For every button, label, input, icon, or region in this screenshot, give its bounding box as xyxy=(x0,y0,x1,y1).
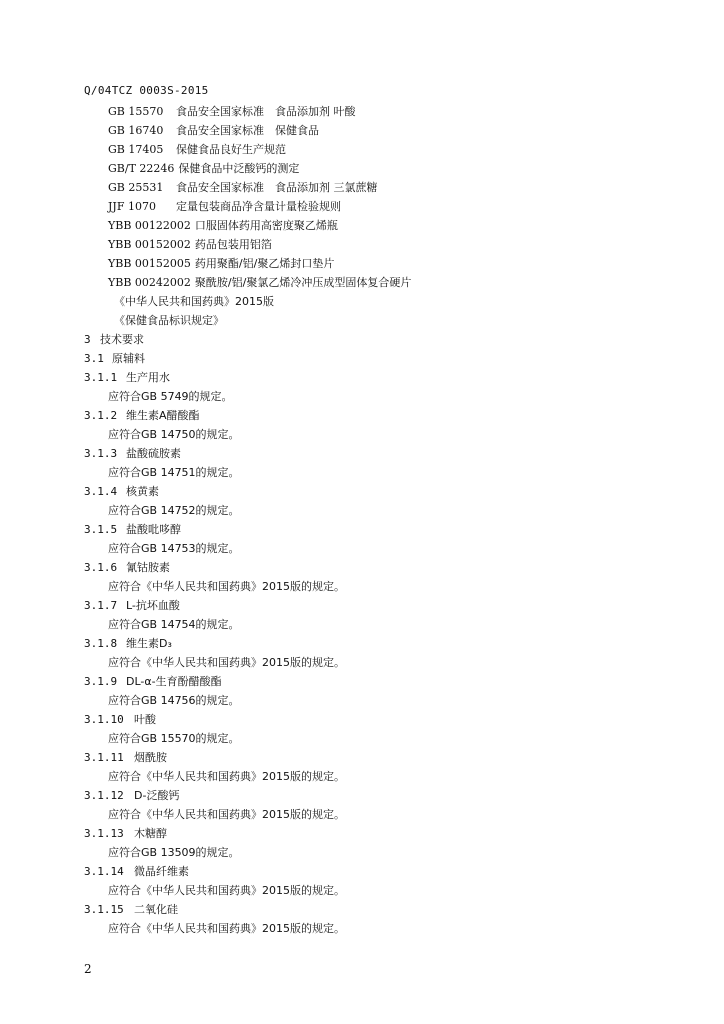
item-heading xyxy=(84,482,644,501)
item-heading xyxy=(84,672,644,691)
normative-references-list xyxy=(108,102,648,330)
section-title: 技术要求 xyxy=(100,333,144,346)
item-title: 叶酸 xyxy=(134,713,156,726)
reference-title: 保健食品中泛酸钙的测定 xyxy=(178,162,300,175)
reference-code: JJF 1070 xyxy=(108,200,156,213)
reference-code: YBB 00152005 xyxy=(108,257,191,270)
reference-item xyxy=(108,311,648,330)
item-title: 烟酰胺 xyxy=(134,751,167,764)
reference-title: 口服固体药用高密度聚乙烯瓶 xyxy=(194,219,338,232)
item-requirement: 应符合GB 14750的规定。 xyxy=(108,428,240,441)
item-title: D-泛酸钙 xyxy=(134,789,180,802)
item-heading xyxy=(84,406,644,425)
reference-item xyxy=(108,102,648,121)
item-requirement: 应符合《中华人民共和国药典》2015版的规定。 xyxy=(108,884,345,897)
item-requirement: 应符合《中华人民共和国药典》2015版的规定。 xyxy=(108,580,345,593)
item-heading xyxy=(84,520,644,539)
item-title: 盐酸硫胺素 xyxy=(126,447,181,460)
item-requirement: 应符合GB 14756的规定。 xyxy=(108,694,240,707)
item-number: 3.1.7 xyxy=(84,599,118,612)
item-requirement: 应符合《中华人民共和国药典》2015版的规定。 xyxy=(108,656,345,669)
reference-item xyxy=(108,197,648,216)
section-heading xyxy=(84,330,644,349)
reference-code: YBB 00152002 xyxy=(108,238,191,251)
item-number: 3.1.6 xyxy=(84,561,118,574)
item-number: 3.1.14 xyxy=(84,865,124,878)
reference-title: 定量包装商品净含量计量检验规则 xyxy=(176,200,341,213)
item-requirement: 应符合GB 14751的规定。 xyxy=(108,466,240,479)
reference-item xyxy=(108,254,648,273)
reference-code: GB/T 22246 xyxy=(108,162,175,175)
reference-item xyxy=(108,140,648,159)
item-title: DL-α-生育酚醋酸酯 xyxy=(126,675,222,688)
reference-item xyxy=(108,273,648,292)
item-title: 维生素D₃ xyxy=(126,637,172,650)
item-title: 木糖醇 xyxy=(134,827,167,840)
reference-item xyxy=(108,178,648,197)
item-title: 二氧化硅 xyxy=(134,903,178,916)
item-heading xyxy=(84,444,644,463)
item-heading xyxy=(84,900,644,919)
item-number: 3.1.3 xyxy=(84,447,118,460)
item-number: 3.1.15 xyxy=(84,903,124,916)
reference-code: YBB 00122002 xyxy=(108,219,191,232)
section-title: 原辅料 xyxy=(112,352,145,365)
item-title: 生产用水 xyxy=(126,371,170,384)
item-number: 3.1.11 xyxy=(84,751,124,764)
reference-title: 药品包装用铝箔 xyxy=(194,238,272,251)
item-title: 盐酸吡哆醇 xyxy=(126,523,181,536)
subsection-heading xyxy=(84,349,644,368)
item-title: L-抗坏血酸 xyxy=(126,599,180,612)
item-requirement: 应符合《中华人民共和国药典》2015版的规定。 xyxy=(108,808,345,821)
item-number: 3.1.5 xyxy=(84,523,118,536)
reference-code: GB 15570 xyxy=(108,105,164,118)
reference-item xyxy=(108,216,648,235)
item-heading xyxy=(84,710,644,729)
item-heading xyxy=(84,558,644,577)
item-title: 维生素A醋酸酯 xyxy=(126,409,200,422)
reference-code: GB 17405 xyxy=(108,143,164,156)
item-number: 3.1.4 xyxy=(84,485,118,498)
item-heading xyxy=(84,596,644,615)
item-number: 3.1.1 xyxy=(84,371,118,384)
item-title: 微晶纤维素 xyxy=(134,865,189,878)
reference-title: 《保健食品标识规定》 xyxy=(114,314,224,327)
item-requirement: 应符合GB 14753的规定。 xyxy=(108,542,240,555)
reference-code: YBB 00242002 xyxy=(108,276,191,289)
page-number: 2 xyxy=(84,962,92,976)
item-number: 3.1.10 xyxy=(84,713,124,726)
reference-title: 食品安全国家标准 食品添加剂 三氯蔗糖 xyxy=(176,181,378,194)
reference-title: 《中华人民共和国药典》2015版 xyxy=(114,295,274,308)
technical-requirements xyxy=(84,330,644,938)
item-heading xyxy=(84,634,644,653)
item-number: 3.1.9 xyxy=(84,675,118,688)
reference-item xyxy=(108,121,648,140)
reference-code: GB 25531 xyxy=(108,181,164,194)
item-requirement: 应符合《中华人民共和国药典》2015版的规定。 xyxy=(108,770,345,783)
item-requirement: 应符合GB 5749的规定。 xyxy=(108,390,233,403)
reference-item xyxy=(108,159,648,178)
reference-title: 食品安全国家标准 保健食品 xyxy=(176,124,319,137)
reference-title: 药用聚酯/铝/聚乙烯封口垫片 xyxy=(194,257,335,270)
item-heading xyxy=(84,748,644,767)
item-number: 3.1.12 xyxy=(84,789,124,802)
item-requirement: 应符合GB 13509的规定。 xyxy=(108,846,240,859)
standard-code: Q/04TCZ 0003S-2015 xyxy=(84,84,209,97)
reference-title: 聚酰胺/铝/聚氯乙烯冷冲压成型固体复合硬片 xyxy=(194,276,412,289)
reference-item xyxy=(108,235,648,254)
item-heading xyxy=(84,862,644,881)
section-number: 3.1 xyxy=(84,352,104,365)
item-heading xyxy=(84,368,644,387)
item-number: 3.1.2 xyxy=(84,409,118,422)
item-requirement: 应符合GB 14754的规定。 xyxy=(108,618,240,631)
item-requirement: 应符合GB 15570的规定。 xyxy=(108,732,240,745)
item-title: 核黄素 xyxy=(126,485,159,498)
reference-item xyxy=(108,292,648,311)
item-requirement: 应符合《中华人民共和国药典》2015版的规定。 xyxy=(108,922,345,935)
item-title: 氰钴胺素 xyxy=(126,561,170,574)
item-requirement: 应符合GB 14752的规定。 xyxy=(108,504,240,517)
item-number: 3.1.8 xyxy=(84,637,118,650)
reference-title: 食品安全国家标准 食品添加剂 叶酸 xyxy=(176,105,356,118)
item-heading xyxy=(84,786,644,805)
item-number: 3.1.13 xyxy=(84,827,124,840)
item-heading xyxy=(84,824,644,843)
reference-code: GB 16740 xyxy=(108,124,164,137)
reference-title: 保健食品良好生产规范 xyxy=(176,143,286,156)
section-number: 3 xyxy=(84,333,91,346)
